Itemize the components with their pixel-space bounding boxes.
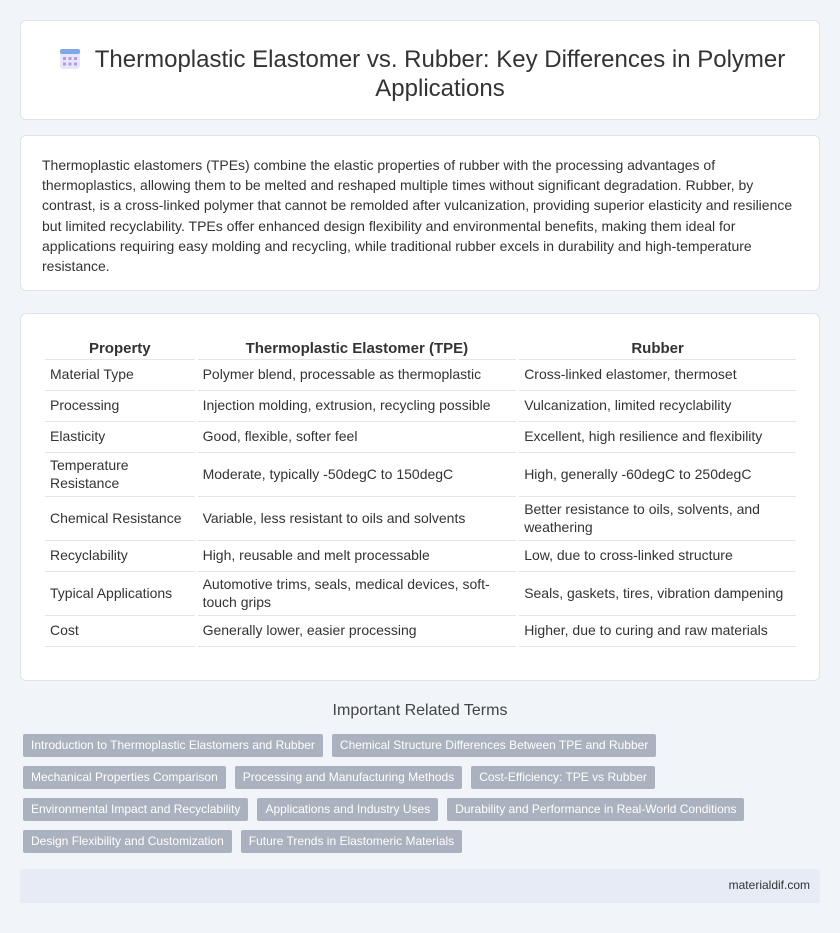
table-cell: Seals, gaskets, tires, vibration dampening [519,572,796,616]
table-header-row [45,333,796,360]
comparison-table-card [20,313,820,681]
table-cell: Injection molding, extrusion, recycling possible [198,391,517,422]
column-header: Rubber [519,333,796,360]
column-header: Thermoplastic Elastomer (TPE) [198,333,517,360]
table-cell: Generally lower, easier processing [198,616,517,647]
column-header: Property [45,333,195,360]
related-term-tag[interactable]: Mechanical Properties Comparison [23,766,226,789]
intro-paragraph: Thermoplastic elastomers (TPEs) combine the elastic properties of rubber with the processing advantages of thermoplastics, allowing them to be melted and reshaped multiple times without significant degradation. Rubber, by contrast, is a cross-linked polymer that cannot be remolded after vulcanization, providing superior elasticity and resilience but limited recyclability. TPEs offer enhanced design flexibility and environmental benefits, making them ideal for applications requiring easy molding and recycling, while traditional rubber excels in durability and high-temperature resistance. [42,157,793,275]
comparison-table [42,333,799,647]
intro-card [20,135,820,291]
title-card [20,20,820,120]
table-row [45,497,796,541]
related-term-tag[interactable]: Introduction to Thermoplastic Elastomers and Rubber [23,734,323,757]
related-term-tag[interactable]: Design Flexibility and Customization [23,830,232,853]
footer-bar [20,869,820,903]
table-row [45,360,796,391]
related-term-tag[interactable]: Applications and Industry Uses [257,798,438,821]
table-cell: Temperature Resistance [45,453,195,497]
table-row [45,453,796,497]
table-cell: Material Type [45,360,195,391]
table-row [45,391,796,422]
related-terms-heading: Important Related Terms [332,702,508,719]
table-cell: Cost [45,616,195,647]
footer-site-link[interactable]: materialdif.com [728,878,810,892]
table-cell: Recyclability [45,541,195,572]
table-cell: Cross-linked elastomer, thermoset [519,360,796,391]
table-cell: Polymer blend, processable as thermoplastic [198,360,517,391]
related-term-tag[interactable]: Environmental Impact and Recyclability [23,798,248,821]
table-cell: Low, due to cross-linked structure [519,541,796,572]
table-row [45,541,796,572]
table-cell: Variable, less resistant to oils and solvents [198,497,517,541]
table-cell: Good, flexible, softer feel [198,422,517,453]
table-cell: Moderate, typically -50degC to 150degC [198,453,517,497]
related-term-tag[interactable]: Chemical Structure Differences Between TPE and Rubber [332,734,656,757]
table-cell: High, generally -60degC to 250degC [519,453,796,497]
page-title: Thermoplastic Elastomer vs. Rubber: Key Differences in Polymer Applications [94,46,786,102]
related-term-tag[interactable]: Cost-Efficiency: TPE vs Rubber [471,766,655,789]
related-term-tag[interactable]: Processing and Manufacturing Methods [235,766,462,789]
table-cell: Excellent, high resilience and flexibility [519,422,796,453]
table-cell: Higher, due to curing and raw materials [519,616,796,647]
table-cell: Elasticity [45,422,195,453]
related-term-tag[interactable]: Future Trends in Elastomeric Materials [241,830,462,853]
related-term-tag[interactable]: Durability and Performance in Real-World Conditions [447,798,744,821]
related-terms-list [23,734,813,862]
table-cell: Typical Applications [45,572,195,616]
table-cell: High, reusable and melt processable [198,541,517,572]
table-cell: Chemical Resistance [45,497,195,541]
table-cell: Processing [45,391,195,422]
table-cell: Automotive trims, seals, medical devices, soft-touch grips [198,572,517,616]
table-row [45,422,796,453]
table-row [45,572,796,616]
table-cell: Vulcanization, limited recyclability [519,391,796,422]
table-row [45,616,796,647]
table-cell: Better resistance to oils, solvents, and weathering [519,497,796,541]
